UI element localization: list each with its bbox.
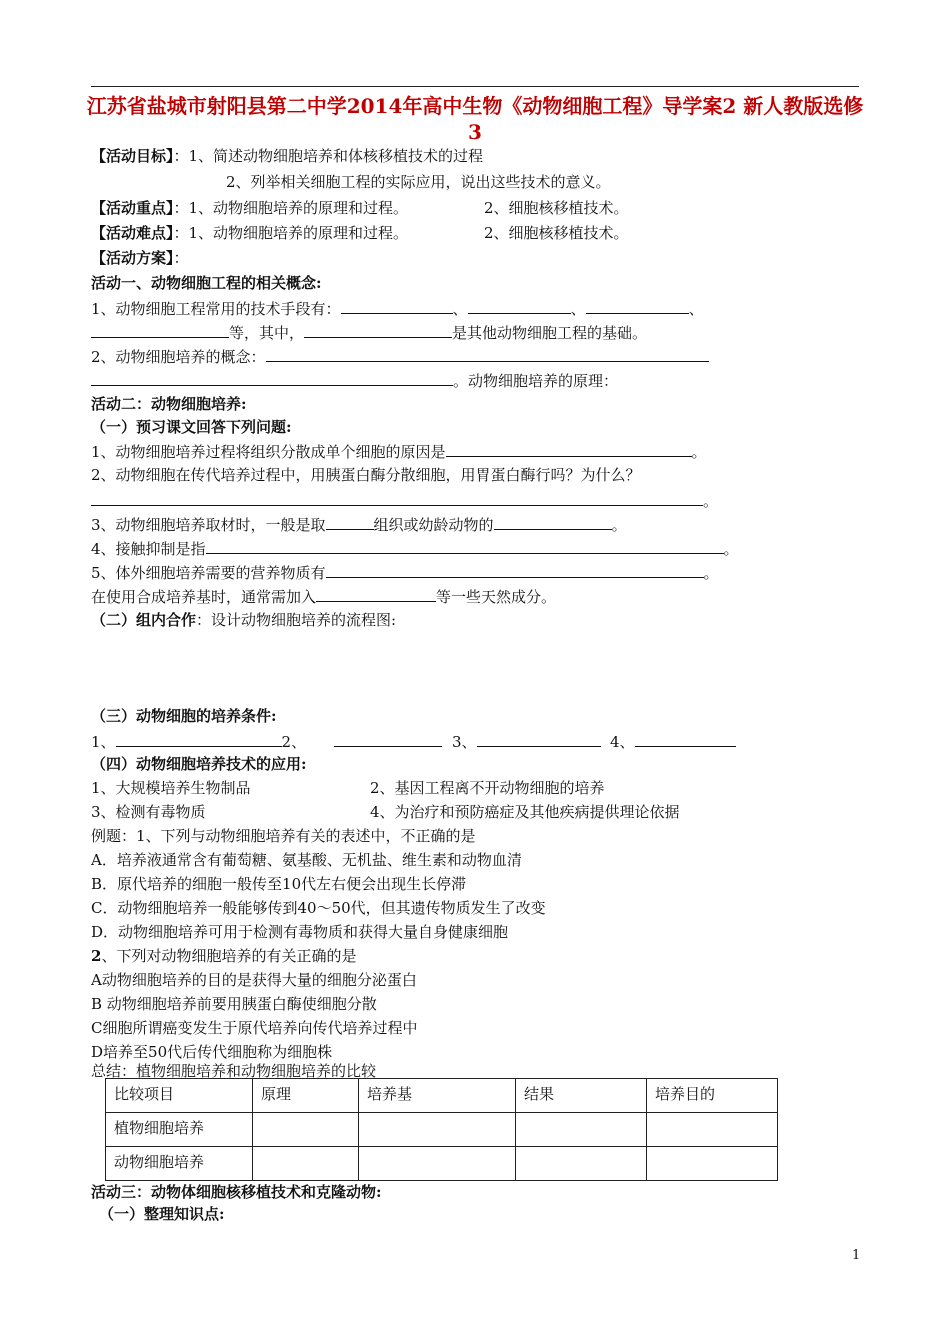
blank[interactable] bbox=[91, 322, 229, 338]
activity2-part4-heading: （四）动物细胞培养技术的应用: bbox=[91, 755, 307, 773]
blank[interactable] bbox=[266, 346, 709, 362]
document-title: 江苏省盐城市射阳县第二中学2014年高中生物《动物细胞工程》导学案2 新人教版选修3 bbox=[86, 94, 864, 144]
activity1-heading: 活动一、动物细胞工程的相关概念: bbox=[91, 274, 322, 292]
blank[interactable] bbox=[116, 731, 282, 747]
plan-line: 【活动方案】： bbox=[91, 249, 189, 267]
application-4: 4、为治疗和预防癌症及其他疾病提供理论依据 bbox=[370, 803, 680, 821]
table-cell[interactable] bbox=[253, 1147, 359, 1181]
application-1: 1、大规模培养生物制品 bbox=[91, 779, 251, 797]
example2-option-a: A动物细胞培养的目的是获得大量的细胞分泌蛋白 bbox=[91, 971, 417, 989]
application-3: 3、检测有毒物质 bbox=[91, 803, 206, 821]
activity1-q1: 1、动物细胞工程常用的技术手段有： 、 、 、 bbox=[91, 300, 704, 318]
activity2-part2: （二）组内合作：设计动物细胞培养的流程图: bbox=[91, 611, 397, 629]
culture-condition-blank-2 bbox=[334, 731, 442, 752]
activity2-q5-note: 在使用合成培养基时，通常需加入 等一些天然成分。 bbox=[91, 588, 557, 606]
difficulties-line: 【活动难点】：1、动物细胞培养的原理和过程。 bbox=[91, 224, 409, 242]
blank[interactable] bbox=[341, 298, 453, 314]
activity2-q5: 5、体外细胞培养需要的营养物质有 。 bbox=[91, 564, 719, 582]
table-cell: 植物细胞培养 bbox=[106, 1113, 253, 1147]
activity2-part3-heading: （三）动物细胞的培养条件: bbox=[91, 707, 277, 725]
example2-option-c: C细胞所谓癌变发生于原代培养向传代培养过程中 bbox=[91, 1019, 418, 1037]
blank[interactable] bbox=[446, 441, 692, 457]
objectives-line-2: 2、列举相关细胞工程的实际应用，说出这些技术的意义。 bbox=[226, 173, 611, 191]
summary-line: 总结：植物细胞培养和动物细胞培养的比较 bbox=[91, 1062, 377, 1080]
table-cell[interactable] bbox=[516, 1147, 647, 1181]
activity2-part1-heading: （一）预习课文回答下列问题: bbox=[91, 418, 292, 436]
activity1-q1-cont: 等，其中， 是其他动物细胞工程的基础。 bbox=[91, 322, 647, 343]
activity1-q2-cont: 。动物细胞培养的原理： bbox=[91, 370, 618, 391]
blank[interactable] bbox=[91, 490, 703, 506]
activity2-q1: 1、动物细胞培养过程将组织分散成单个细胞的原因是 。 bbox=[91, 443, 707, 461]
table-cell[interactable] bbox=[516, 1113, 647, 1147]
objectives-label: 【活动目标】 bbox=[91, 147, 174, 165]
table-cell[interactable] bbox=[647, 1113, 778, 1147]
key-points-item-2: 2、细胞核移植技术。 bbox=[484, 199, 629, 217]
blank[interactable] bbox=[334, 731, 442, 747]
blank[interactable] bbox=[635, 731, 736, 747]
table-header-cell: 比较项目 bbox=[106, 1079, 253, 1113]
table-row bbox=[106, 1113, 778, 1147]
culture-conditions-line: 1、 2、 bbox=[91, 733, 307, 751]
table-cell[interactable] bbox=[359, 1147, 516, 1181]
activity3-heading: 活动三：动物体细胞核移植技术和克隆动物: bbox=[91, 1183, 382, 1201]
blank[interactable] bbox=[91, 370, 453, 386]
activity2-heading: 活动二：动物细胞培养: bbox=[91, 395, 247, 413]
blank[interactable] bbox=[586, 298, 689, 314]
blank[interactable] bbox=[326, 562, 704, 578]
blank[interactable] bbox=[494, 514, 612, 530]
table-header-cell: 原理 bbox=[253, 1079, 359, 1113]
table-header-cell: 培养目的 bbox=[647, 1079, 778, 1113]
blank[interactable] bbox=[304, 322, 452, 338]
example1-option-b: B．原代培养的细胞一般传至10代左右便会出现生长停滞 bbox=[91, 875, 467, 893]
table-cell[interactable] bbox=[647, 1147, 778, 1181]
activity1-q2: 2、动物细胞培养的概念： bbox=[91, 346, 709, 367]
blank[interactable] bbox=[477, 731, 601, 747]
table-header-row bbox=[106, 1079, 778, 1113]
key-points-line: 【活动重点】：1、动物细胞培养的原理和过程。 bbox=[91, 199, 409, 217]
example1-option-d: D．动物细胞培养可用于检测有毒物质和获得大量自身健康细胞 bbox=[91, 923, 509, 941]
comparison-table bbox=[105, 1078, 778, 1181]
example2-option-b: B 动物细胞培养前要用胰蛋白酶使细胞分散 bbox=[91, 995, 377, 1013]
table-header-cell: 培养基 bbox=[359, 1079, 516, 1113]
blank[interactable] bbox=[326, 514, 374, 530]
table-cell[interactable] bbox=[359, 1113, 516, 1147]
header-rule bbox=[91, 86, 859, 87]
activity2-q2-answer: 。 bbox=[91, 490, 718, 511]
activity2-q4: 4、接触抑制是指 。 bbox=[91, 540, 739, 558]
example2-stem: 2、下列对动物细胞培养的有关正确的是 bbox=[91, 947, 357, 965]
table-cell[interactable] bbox=[253, 1113, 359, 1147]
activity3-part1-heading: （一）整理知识点: bbox=[99, 1205, 225, 1223]
page-number: 1 bbox=[852, 1248, 861, 1263]
activity2-q3: 3、动物细胞培养取材时，一般是取 组织或幼龄动物的 。 bbox=[91, 516, 627, 534]
example1-option-c: C．动物细胞培养一般能够传到40～50代，但其遗传物质发生了改变 bbox=[91, 899, 546, 917]
objectives-line-1: 【活动目标】：1、简述动物细胞培养和体核移植技术的过程 bbox=[91, 147, 484, 165]
culture-condition-3: 3、 bbox=[452, 731, 601, 752]
table-cell: 动物细胞培养 bbox=[106, 1147, 253, 1181]
example1-stem: 例题：1、下列与动物细胞培养有关的表述中，不正确的是 bbox=[91, 827, 476, 845]
blank[interactable] bbox=[468, 298, 571, 314]
example1-option-a: A．培养液通常含有葡萄糖、氨基酸、无机盐、维生素和动物血清 bbox=[91, 851, 522, 869]
blank[interactable] bbox=[316, 586, 436, 602]
example2-option-d: D培养至50代后传代细胞称为细胞株 bbox=[91, 1043, 333, 1061]
difficulties-item-2: 2、细胞核移植技术。 bbox=[484, 224, 629, 242]
table-row bbox=[106, 1147, 778, 1181]
table-header-cell: 结果 bbox=[516, 1079, 647, 1113]
culture-condition-4: 4、 bbox=[610, 731, 736, 752]
blank[interactable] bbox=[206, 538, 724, 554]
activity2-q2: 2、动物细胞在传代培养过程中，用胰蛋白酶分散细胞，用胃蛋白酶行吗？为什么？ bbox=[91, 466, 641, 484]
application-2: 2、基因工程离不开动物细胞的培养 bbox=[370, 779, 605, 797]
